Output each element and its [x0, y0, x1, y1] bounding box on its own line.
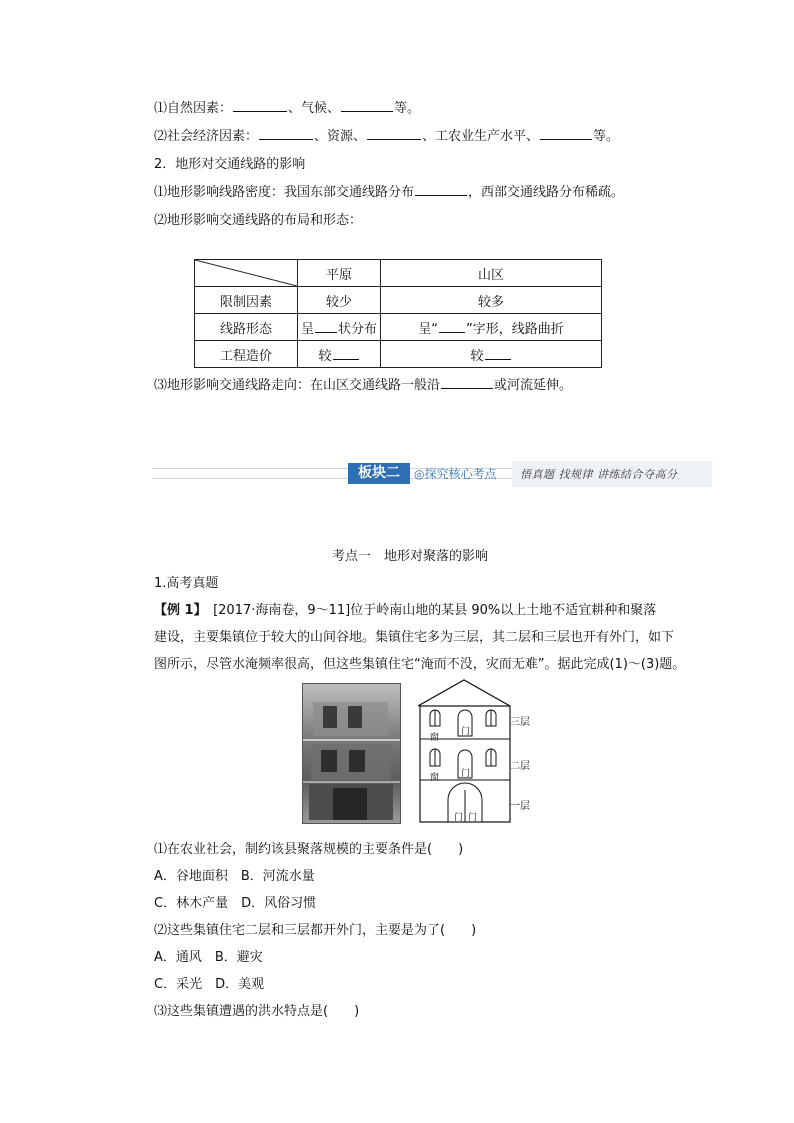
question-1-options-cd: C．林木产量 D．风俗习惯: [154, 896, 317, 911]
cell-mountain-limit: 较多: [381, 287, 602, 314]
example-line-3: 图所示，尽管水淹频率很高，但这些集镇住宅“淹而不没，灾而无难”。据此完成(1)～(3)题。: [154, 657, 686, 672]
text: ⑵社会经济因素：: [154, 129, 259, 144]
example-line-1: [154, 599, 656, 618]
blank: [367, 127, 421, 140]
text: ”字形，线路曲折: [466, 321, 564, 337]
banner-slogan: 悟真题 找规律 讲练结合夺高分: [520, 468, 678, 481]
blank: [540, 127, 592, 140]
floor-label-2: 二层: [510, 761, 530, 772]
comparison-table: [194, 259, 602, 368]
text: 或河流延伸。: [494, 378, 573, 393]
blank: [439, 320, 465, 333]
diagonal-header-cell: [195, 260, 298, 287]
cell-plain-cost: [298, 341, 381, 368]
question-1-options-ab: A．谷地面积 B．河流水量: [154, 869, 315, 884]
text: 等。: [394, 101, 421, 116]
subsection-title: 1.高考真题: [154, 576, 219, 591]
window-label: 窗: [430, 773, 440, 783]
cell-plain-limit: 较少: [298, 287, 381, 314]
natural-factors-line: [154, 97, 420, 116]
text: 较: [470, 348, 484, 364]
cell-plain-shape: [298, 314, 381, 341]
blank: [333, 347, 359, 360]
banner-subtitle: ◎探究核心考点: [414, 467, 497, 481]
blank: [441, 376, 493, 389]
text: 呈“: [418, 321, 438, 337]
door-label: 门: [454, 813, 464, 823]
header-mountain: 山区: [381, 260, 602, 287]
natural-factors-label: ⑴自然因素：: [154, 101, 233, 116]
diagonal-line: [195, 260, 297, 286]
banner-label: 板块二: [348, 463, 410, 484]
text: ⑶地形影响交通线路走向：在山区交通线路一般沿: [154, 378, 441, 393]
route-density-line: [154, 181, 624, 200]
text: 、资源、: [314, 129, 367, 144]
row-label-shape: 线路形态: [195, 314, 298, 341]
text: ⑴地形影响线路密度：我国东部交通线路分布: [154, 185, 415, 200]
question-2: ⑵这些集镇住宅二层和三层都开外门，主要是为了( ): [154, 923, 477, 938]
blank: [233, 99, 287, 112]
text: ，西部交通线路分布稀疏。: [468, 185, 625, 200]
door-label: 门: [468, 813, 478, 823]
door-label: 门: [461, 727, 471, 737]
text: 等。: [593, 129, 620, 144]
floor-label-3: 三层: [510, 717, 530, 728]
blank: [485, 347, 511, 360]
row-label-limit: 限制因素: [195, 287, 298, 314]
text: 状分布: [338, 321, 378, 337]
blank: [259, 127, 313, 140]
building-photo: [302, 683, 401, 824]
section-heading-terrain-traffic: 2．地形对交通线路的影响: [154, 157, 306, 172]
blank: [415, 183, 467, 196]
section-banner: [152, 461, 712, 487]
text: 呈: [300, 321, 314, 337]
route-direction-line: [154, 374, 572, 393]
text: 、气候、: [288, 101, 341, 116]
example-line-2: 建设，主要集镇位于较大的山间谷地。集镇住宅多为三层，其二层和三层也开有外门，如下: [154, 630, 675, 645]
text: 、工农业生产水平、: [422, 129, 540, 144]
question-1: ⑴在农业社会，制约该县聚落规模的主要条件是( ): [154, 842, 464, 857]
header-plain: 平原: [298, 260, 381, 287]
window-label: 窗: [430, 733, 440, 743]
question-2-options-cd: C．采光 D．美观: [154, 977, 265, 992]
cell-mountain-shape: [381, 314, 602, 341]
section-title: 考点一 地形对聚落的影响: [332, 549, 489, 564]
photo-texture: [303, 684, 400, 823]
example-tag: 【例 1】: [154, 603, 201, 618]
question-2-options-ab: A．通风 B．避灾: [154, 950, 263, 965]
text: [2017·海南卷，9～11]位于岭南山地的某县 90%以上土地不适宜耕种和聚落: [200, 603, 657, 618]
question-3: ⑶这些集镇遭遇的洪水特点是( ): [154, 1004, 360, 1019]
row-label-cost: 工程造价: [195, 341, 298, 368]
blank: [315, 320, 337, 333]
text: 较: [318, 348, 332, 364]
door-label: 门: [461, 769, 471, 779]
floor-label-1: 一层: [510, 801, 530, 812]
blank: [341, 99, 393, 112]
cell-mountain-cost: [381, 341, 602, 368]
route-layout-line: ⑵地形影响交通线路的布局和形态：: [154, 213, 363, 228]
socioeconomic-factors-line: [154, 125, 619, 144]
